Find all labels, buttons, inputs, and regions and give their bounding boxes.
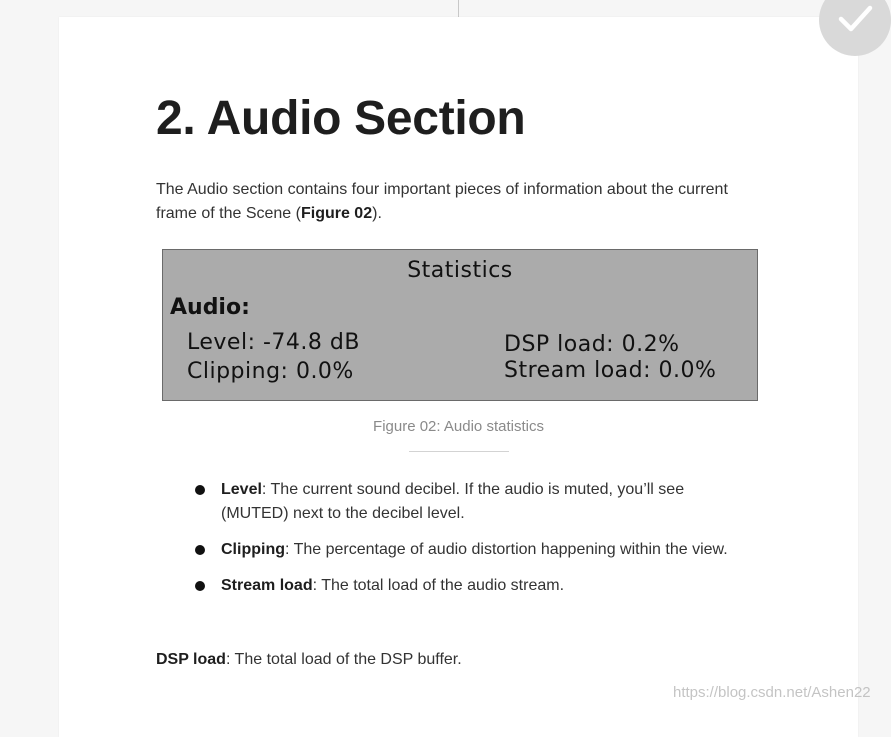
list-item	[195, 574, 755, 598]
bullet-icon	[195, 545, 205, 555]
watermark: https://blog.csdn.net/Ashen22	[673, 684, 871, 701]
footer-desc: : The total load of the DSP buffer.	[225, 651, 462, 668]
caption-divider	[409, 451, 509, 452]
checkmark-icon	[835, 0, 875, 43]
intro-text: The Audio section contains four important pieces of information about the current frame of the Scene (	[156, 181, 728, 222]
figure-caption: Figure 02: Audio statistics	[373, 418, 544, 435]
bullet-icon	[195, 581, 205, 591]
list-item	[195, 478, 755, 526]
intro-end: ).	[372, 205, 382, 222]
top-divider	[458, 0, 459, 17]
figure-group-label: Audio:	[170, 295, 250, 320]
page-title: 2. Audio Section	[156, 92, 526, 145]
article-card	[59, 17, 858, 737]
audio-statistics-figure	[162, 249, 758, 401]
list-item-term: Stream load	[221, 577, 313, 594]
figure-reference: Figure 02	[300, 205, 373, 222]
level-readout: Level: -74.8 dB	[187, 330, 360, 355]
figure-header: Statistics	[407, 258, 513, 283]
definition-list	[195, 478, 755, 610]
footer-term: DSP load	[156, 651, 226, 668]
list-item	[195, 538, 755, 562]
dsp-load-paragraph	[156, 648, 462, 672]
stream-load-readout: Stream load: 0.0%	[504, 358, 717, 383]
list-item-term: Clipping	[221, 541, 285, 558]
dsp-load-readout: DSP load: 0.2%	[504, 332, 680, 357]
list-item-desc: : The total load of the audio stream.	[312, 577, 565, 594]
list-item-term: Level	[221, 481, 262, 498]
intro-paragraph	[156, 178, 756, 226]
clipping-readout: Clipping: 0.0%	[187, 359, 354, 384]
list-item-desc: : The current sound decibel. If the audio is muted, you’ll see (MUTED) next to the decibel level.	[221, 481, 685, 522]
bullet-icon	[195, 485, 205, 495]
list-item-desc: : The percentage of audio distortion happening within the view.	[284, 541, 728, 558]
